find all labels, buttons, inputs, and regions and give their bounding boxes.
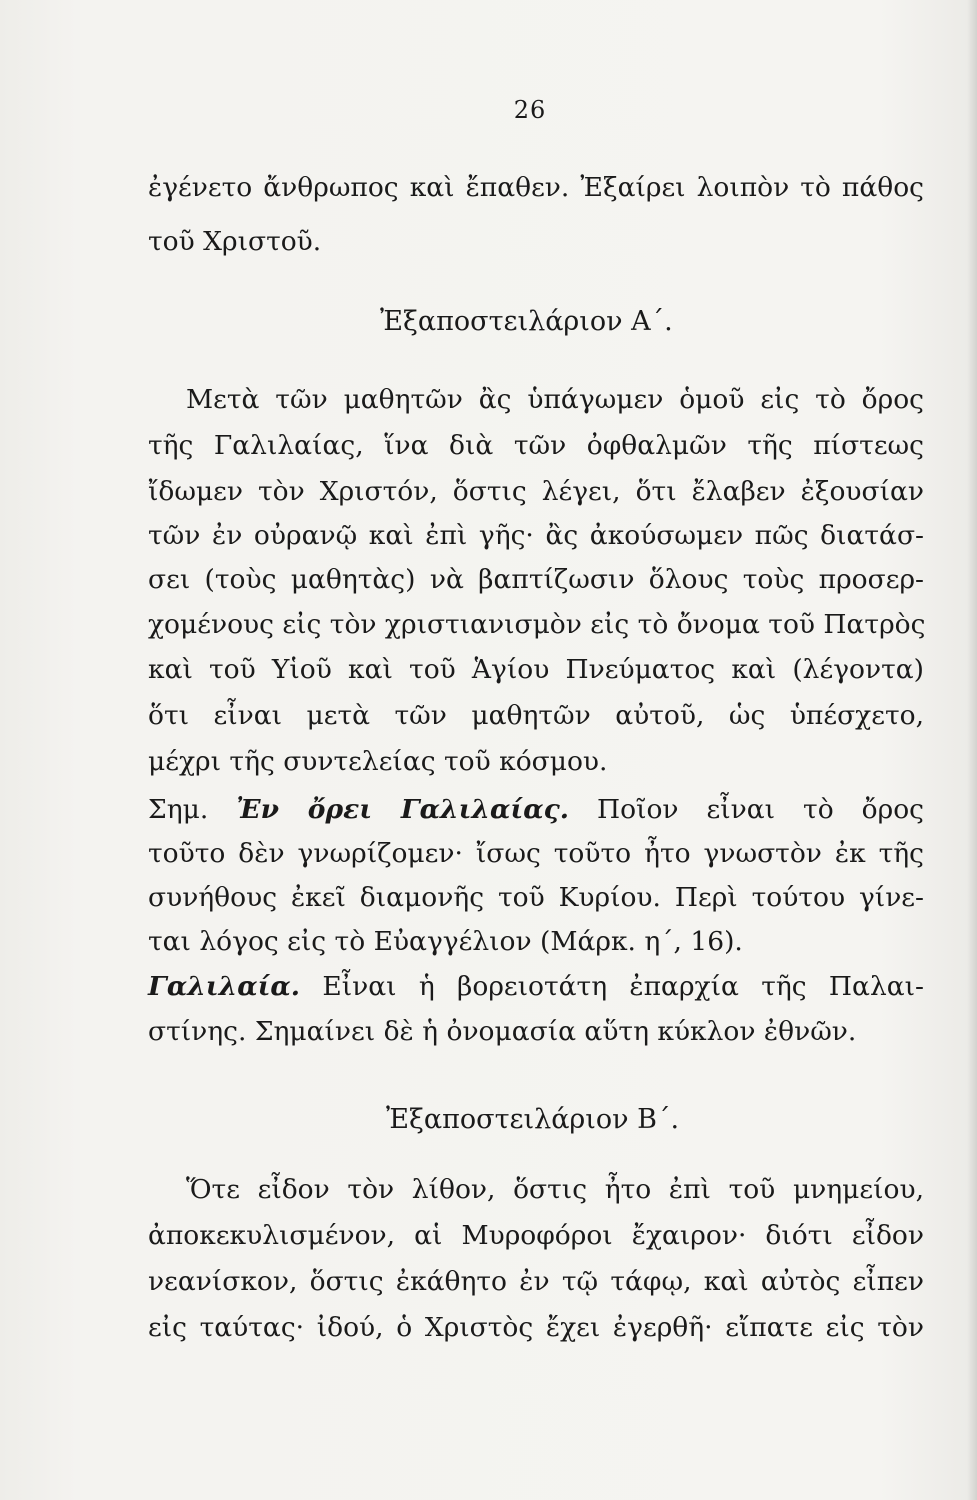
text-line: τοῦτο δὲν γνωρίζομεν· ἴσως τοῦτο ἦτο γνωστὸν ἐκ τῆς xyxy=(148,838,924,869)
text-line: ἴδωμεν τὸν Χριστόν, ὅστις λέγει, ὅτι ἔλαβεν ἐξουσίαν xyxy=(148,476,924,507)
text-line: ἀποκεκυλισμένον, αἱ Μυροφόροι ἔχαιρον· διότι εἶδον xyxy=(148,1220,924,1251)
text-line: μέχρι τῆς συντελείας τοῦ κόσμου. xyxy=(148,746,608,777)
text-line: Μετὰ τῶν μαθητῶν ἂς ὑπάγωμεν ὁμοῦ εἰς τὸ ὄρος xyxy=(186,384,924,415)
note-label: Σημ. xyxy=(148,794,209,825)
text-line: χομένους εἰς τὸν χριστιανισμὸν εἰς τὸ ὄνομα τοῦ Πατρὸς xyxy=(148,609,926,640)
text-line: τοῦ Χριστοῦ. xyxy=(148,226,322,257)
note-text: Ποῖον εἶναι τὸ ὄρος xyxy=(597,794,925,825)
text-line: ται λόγος εἰς τὸ Εὐαγγέλιον (Μάρκ. η΄, 16). xyxy=(148,926,743,957)
text-line: καὶ τοῦ Υἱοῦ καὶ τοῦ Ἁγίου Πνεύματος καὶ (λέγοντα) xyxy=(148,654,924,685)
section-heading-a: Ἐξαποστειλάριον Α΄. xyxy=(380,306,673,337)
note-line xyxy=(148,792,924,828)
text-line: νεανίσκον, ὅστις ἐκάθητο ἐν τῷ τάφῳ, καὶ αὐτὸς εἶπεν xyxy=(148,1266,924,1297)
note-text: Εἶναι ἡ βορειοτάτη ἐπαρχία τῆς Παλαι- xyxy=(322,971,924,1002)
text-line: συνήθους ἐκεῖ διαμονῆς τοῦ Κυρίου. Περὶ τούτου γίνε- xyxy=(148,882,924,913)
note-term: Γαλιλαία. xyxy=(148,971,301,1002)
section-heading-b: Ἐξαποστειλάριον Β΄. xyxy=(386,1104,680,1135)
note-term: Ἐν ὄρει Γαλιλαίας. xyxy=(236,794,569,825)
text-line: ὅτι εἶναι μετὰ τῶν μαθητῶν αὐτοῦ, ὡς ὑπέσχετο, xyxy=(148,700,924,731)
text-line: τῶν ἐν οὐρανῷ καὶ ἐπὶ γῆς· ἂς ἀκούσωμεν πῶς διατάσ- xyxy=(148,520,924,551)
text-line: στίνης. Σημαίνει δὲ ἡ ὀνομασία αὕτη κύκλον ἐθνῶν. xyxy=(148,1016,857,1047)
page-edge-shadow xyxy=(967,0,977,1500)
text-line: σει (τοὺς μαθητὰς) νὰ βαπτίζωσιν ὅλους τοὺς προσερ- xyxy=(148,564,924,595)
text-line: Ὅτε εἶδον τὸν λίθον, ὅστις ἦτο ἐπὶ τοῦ μνημείου, xyxy=(186,1174,924,1205)
text-line: ἐγένετο ἄνθρωπος καὶ ἔπαθεν. Ἐξαίρει λοιπὸν τὸ πάθος xyxy=(148,172,924,203)
text-line: εἰς ταύτας· ἰδού, ὁ Χριστὸς ἔχει ἐγερθῆ· εἴπατε εἰς τὸν xyxy=(148,1312,924,1343)
note-line xyxy=(148,969,924,1005)
page-number: 26 xyxy=(513,96,547,124)
text-line: τῆς Γαλιλαίας, ἵνα διὰ τῶν ὀφθαλμῶν τῆς πίστεως xyxy=(148,430,924,461)
